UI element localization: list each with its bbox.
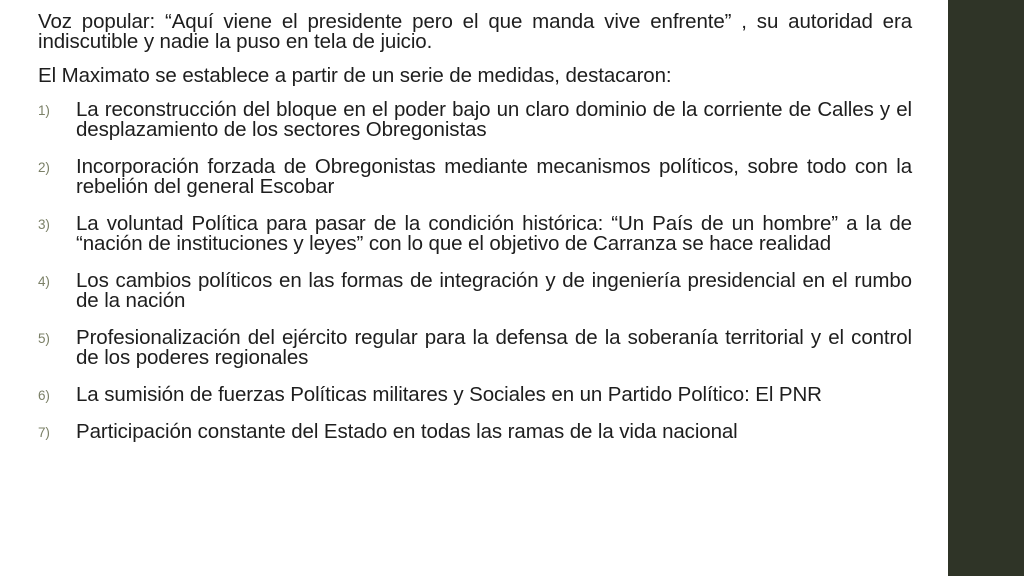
list-item <box>38 422 912 442</box>
intro-paragraph: Voz popular: “Aquí viene el presidente pero el que manda vive enfrente” , su autoridad era indiscutible y nadie la puso en tela de juicio. <box>38 10 912 53</box>
list-item-number: 5) <box>38 331 50 346</box>
list-item-number: 6) <box>38 388 50 403</box>
list-item <box>38 385 912 405</box>
list-item-number: 4) <box>38 274 50 289</box>
list-item-text: La sumisión de fuerzas Políticas militares y Sociales en un Partido Político: El PNR <box>76 383 822 406</box>
list-item <box>38 100 912 140</box>
list-item <box>38 328 912 368</box>
lead-paragraph: El Maximato se establece a partir de un serie de medidas, destacaron: <box>38 64 672 87</box>
list-item-number: 2) <box>38 160 50 175</box>
list-item-text: Incorporación forzada de Obregonistas mediante mecanismos políticos, sobre todo con la rebelión del general Escobar <box>76 155 912 198</box>
list-item-text: Profesionalización del ejército regular para la defensa de la soberanía territorial y el control de los poderes regionales <box>76 326 912 369</box>
side-accent-bar <box>948 0 1024 576</box>
list-item-text: Participación constante del Estado en todas las ramas de la vida nacional <box>76 420 738 443</box>
list-item-number: 1) <box>38 103 50 118</box>
list-item-text: Los cambios políticos en las formas de integración y de ingeniería presidencial en el rumbo de la nación <box>76 269 912 312</box>
list-item-text: La voluntad Política para pasar de la condición histórica: “Un País de un hombre” a la de “nación de instituciones y leyes” con lo que el objetivo de Carranza se hace realidad <box>76 212 912 255</box>
list-item <box>38 214 912 254</box>
measures-list <box>38 100 912 442</box>
list-item-text: La reconstrucción del bloque en el poder bajo un claro dominio de la corriente de Calles y el desplazamiento de los sectores Obregonistas <box>76 98 912 141</box>
list-item <box>38 271 912 311</box>
list-item-number: 7) <box>38 425 50 440</box>
slide-content <box>38 12 912 459</box>
list-item <box>38 157 912 197</box>
list-item-number: 3) <box>38 217 50 232</box>
